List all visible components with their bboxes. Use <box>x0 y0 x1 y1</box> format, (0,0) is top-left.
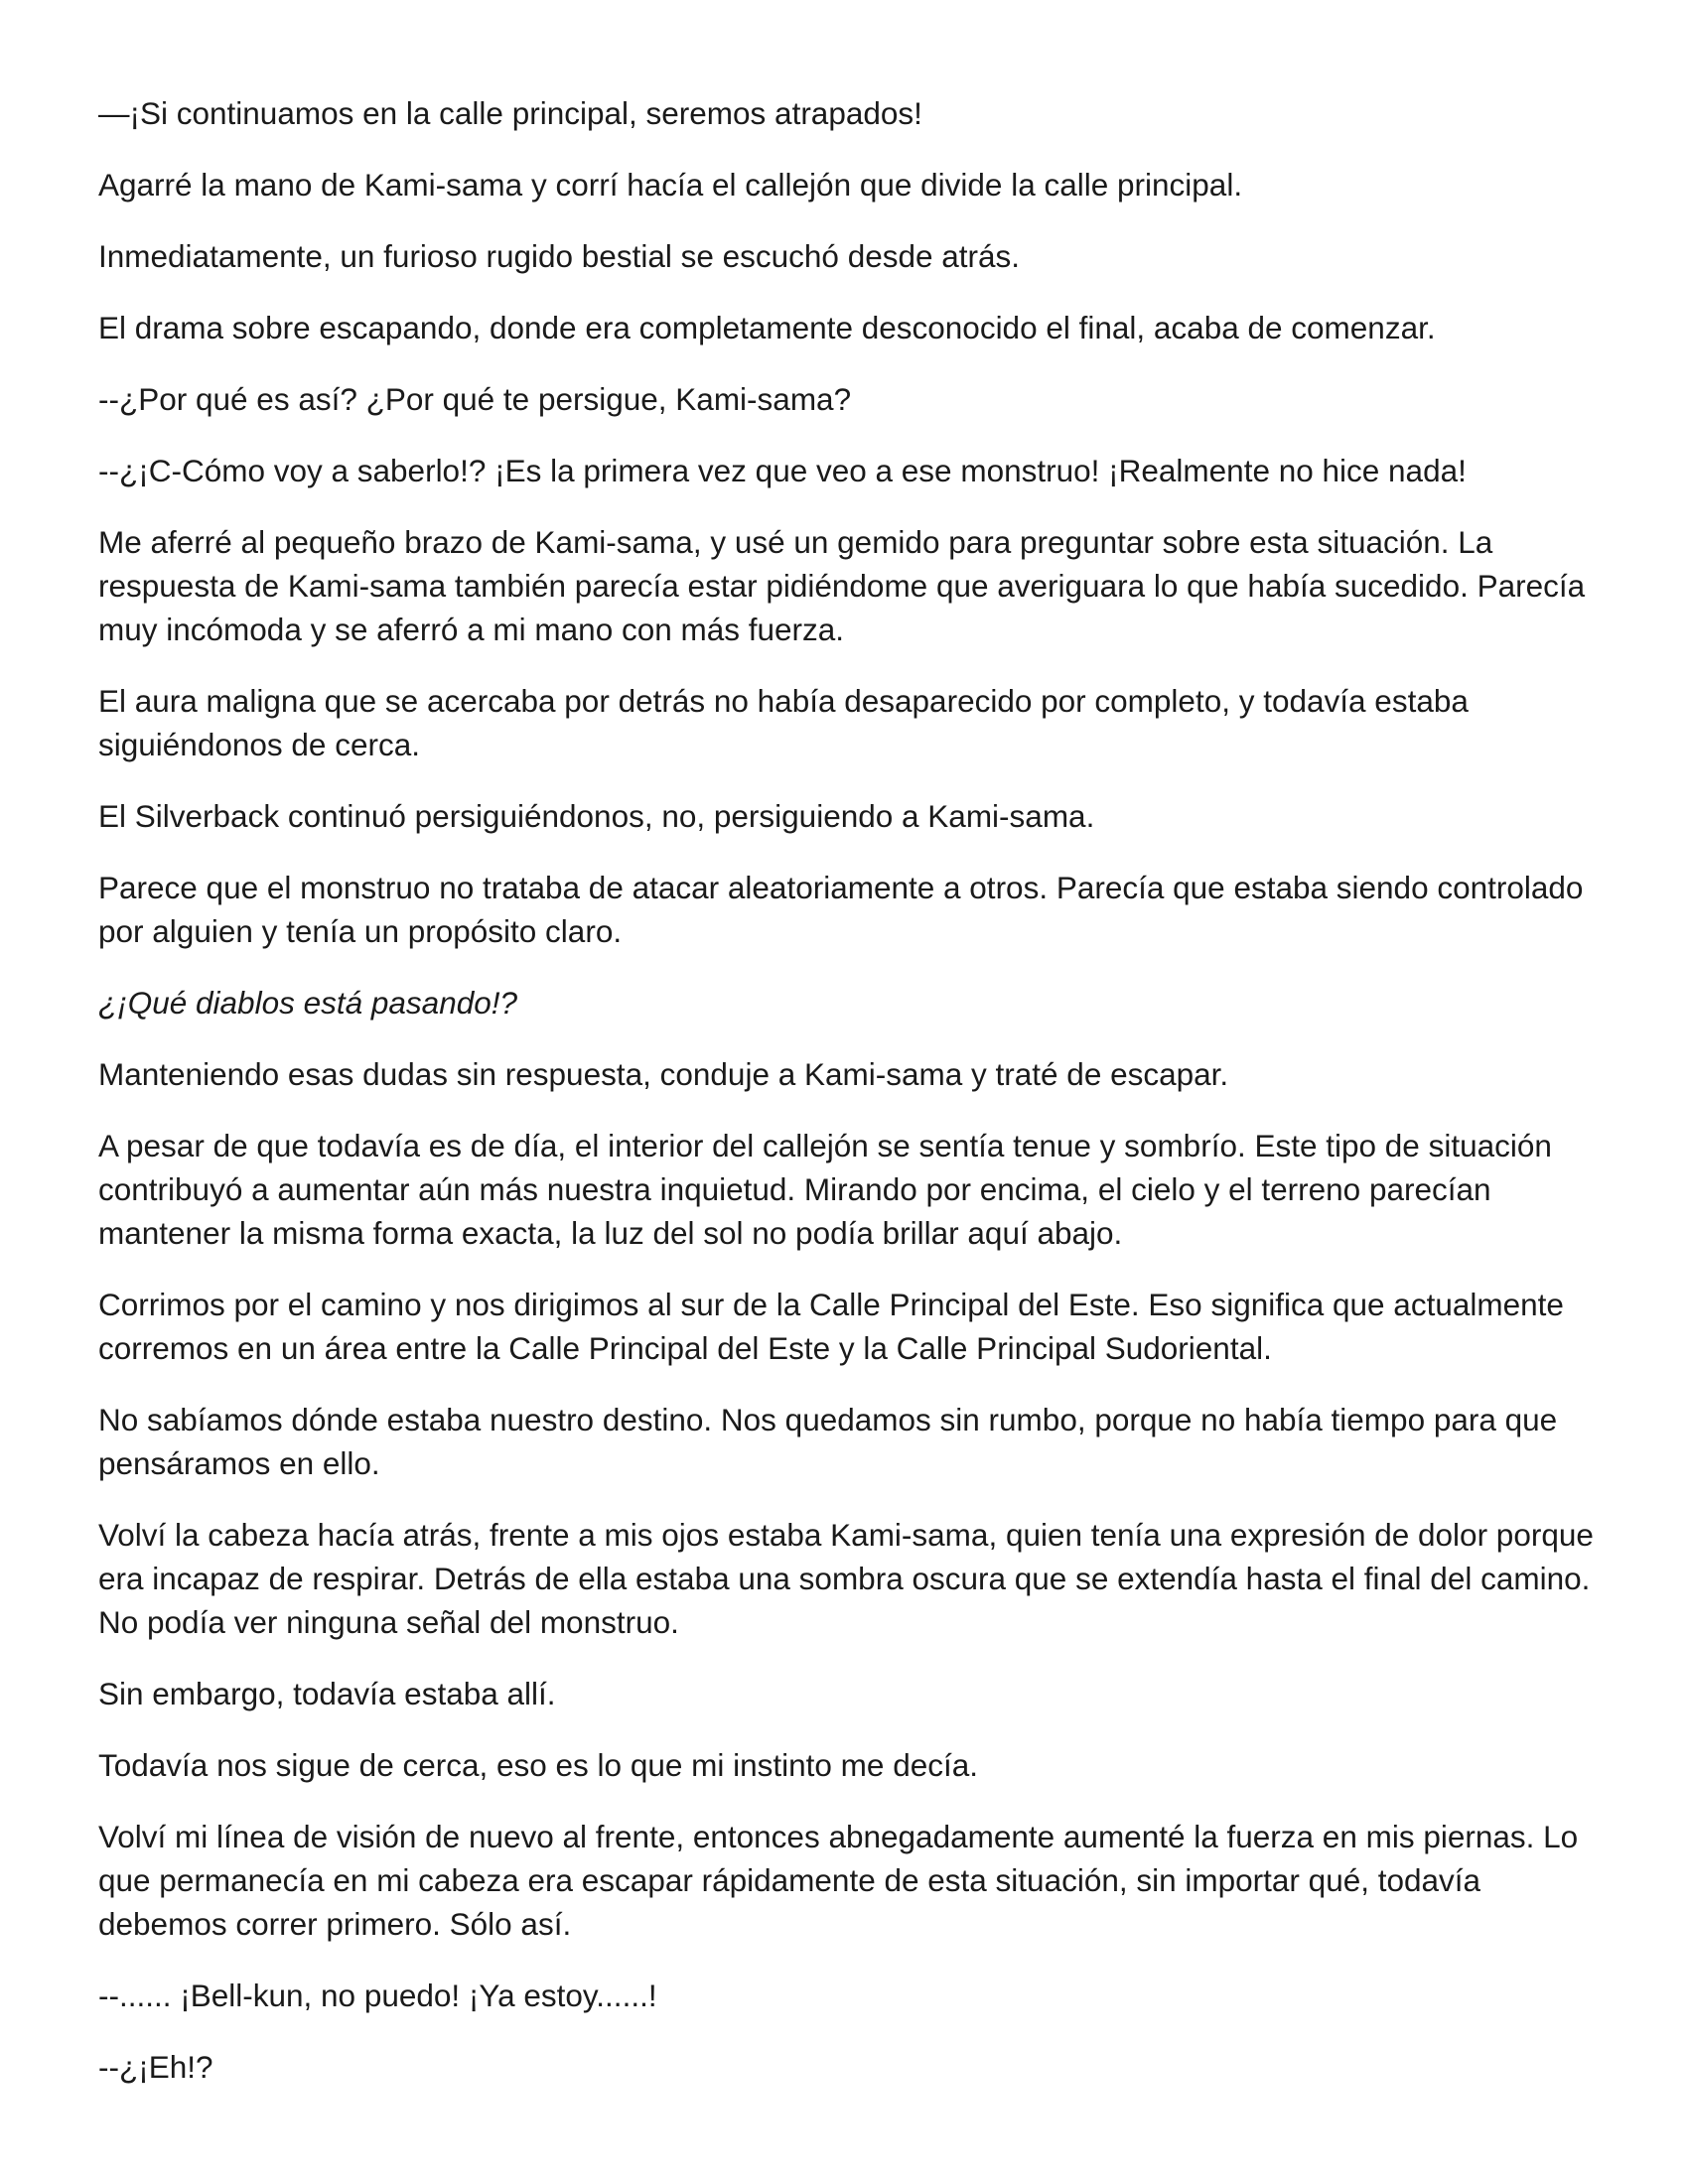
paragraph-8: El aura maligna que se acercaba por detrás no había desaparecido por completo, y todavía estaba siguiéndonos de cerca. <box>98 683 1469 762</box>
paragraph-12: Manteniendo esas dudas sin respuesta, conduje a Kami-sama y traté de escapar. <box>98 1056 1229 1092</box>
paragraph-16: Volví la cabeza hacía atrás, frente a mis ojos estaba Kami-sama, quien tenía una expresión de dolor porque era incapaz de respirar. Detrás de ella estaba una sombra oscura que se extendía hasta el final del camino. No podía ver ninguna señal del monstruo. <box>98 1517 1594 1640</box>
paragraph-20: --...... ¡Bell-kun, no puedo! ¡Ya estoy......! <box>98 1978 657 2013</box>
paragraph-13: A pesar de que todavía es de día, el interior del callejón se sentía tenue y sombrío. Este tipo de situación contribuyó a aumentar aún más nuestra inquietud. Mirando por encima, el cielo y el terreno parecían mantener la misma forma exacta, la luz del sol no podía brillar aquí abajo. <box>98 1128 1552 1251</box>
paragraph-14: Corrimos por el camino y nos dirigimos al sur de la Calle Principal del Este. Eso significa que actualmente corremos en un área entre la Calle Principal del Este y la Calle Principal Sudoriental. <box>98 1287 1564 1366</box>
paragraph-1: —¡Si continuamos en la calle principal, seremos atrapados! <box>98 95 922 131</box>
paragraph-18: Todavía nos sigue de cerca, eso es lo que mi instinto me decía. <box>98 1747 978 1783</box>
paragraph-11: ¿¡Qué diablos está pasando!? <box>98 985 518 1021</box>
paragraph-5: --¿Por qué es así? ¿Por qué te persigue, Kami-sama? <box>98 381 852 417</box>
paragraph-7: Me aferré al pequeño brazo de Kami-sama, y usé un gemido para preguntar sobre esta situación. La respuesta de Kami-sama también parecía estar pidiéndome que averiguara lo que había sucedido. Parecía muy incómoda y se aferró a mi mano con más fuerza. <box>98 524 1586 647</box>
document-page <box>98 91 1608 2116</box>
paragraph-19: Volví mi línea de visión de nuevo al frente, entonces abnegadamente aumenté la fuerza en mis piernas. Lo que permanecía en mi cabeza era escapar rápidamente de esta situación, sin importar qué, todavía debemos correr primero. Sólo así. <box>98 1819 1579 1942</box>
paragraph-21: --¿¡Eh!? <box>98 2049 213 2085</box>
paragraph-15: No sabíamos dónde estaba nuestro destino. Nos quedamos sin rumbo, porque no había tiempo para que pensáramos en ello. <box>98 1402 1558 1481</box>
paragraph-10: Parece que el monstruo no trataba de atacar aleatoriamente a otros. Parecía que estaba siendo controlado por alguien y tenía un propósito claro. <box>98 870 1584 949</box>
paragraph-4: El drama sobre escapando, donde era completamente desconocido el final, acaba de comenzar. <box>98 310 1436 345</box>
paragraph-9: El Silverback continuó persiguiéndonos, no, persiguiendo a Kami-sama. <box>98 798 1095 834</box>
paragraph-6: --¿¡C-Cómo voy a saberlo!? ¡Es la primera vez que veo a ese monstruo! ¡Realmente no hice nada! <box>98 453 1467 488</box>
paragraph-3: Inmediatamente, un furioso rugido bestial se escuchó desde atrás. <box>98 238 1021 274</box>
paragraph-17: Sin embargo, todavía estaba allí. <box>98 1676 556 1711</box>
paragraph-2: Agarré la mano de Kami-sama y corrí hacía el callejón que divide la calle principal. <box>98 167 1243 203</box>
